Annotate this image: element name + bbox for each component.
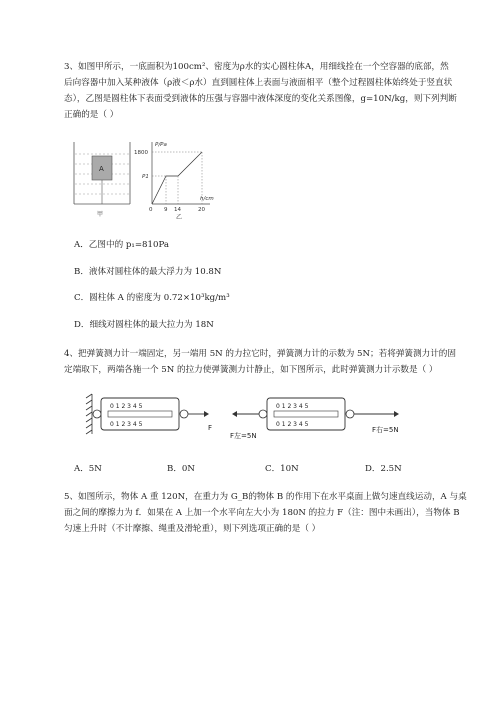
q4-figure: [84, 388, 414, 444]
q3-line-3: 态），乙图是圆柱体下表面受到液体的压强与容器中液体深度的变化关系图像，g=10N/kg，则下列判断: [64, 94, 457, 104]
q4-option-c: C．10N: [265, 464, 299, 474]
spring-scale-2-right-hook: [346, 410, 354, 418]
q5-line-1: 5、如图所示，物体 A 重 120N，在重力为 G_B的物体 B 的作用下在水平桌面上做匀速直线运动，A 与桌: [64, 492, 467, 502]
x-tick-9: 9: [164, 207, 168, 213]
q3-option-d: D．细线对圆柱体的最大拉力为 18N: [74, 320, 214, 330]
q4-option-a: A．5N: [74, 464, 102, 474]
cylinder-a-label: A: [99, 165, 104, 173]
q4-option-b: B．0N: [167, 464, 195, 474]
q3-line-1: 3、如图甲所示，一底面积为100cm²、密度为ρ水的实心圆柱体A，用细线拴在一个空容器的底部，然: [64, 62, 449, 72]
spring-scale-1-top: 0 1 2 3 4 5: [110, 403, 143, 410]
spring-scale-2-bottom: 0 1 2 3 4 5: [276, 421, 309, 428]
q3-line-2: 后向容器中加入某种液体（ρ液＜ρ水）直到圆柱体上表面与液面相平（整个过程圆柱体始终处于竖直状: [64, 78, 453, 88]
x-axis-label: h/cm: [200, 196, 214, 202]
wall-hook: [93, 410, 101, 418]
x-tick-14: 14: [174, 207, 181, 213]
spring-scale-1-bottom: 0 1 2 3 4 5: [110, 421, 143, 428]
q3-line-4: 正确的是（ ）: [64, 110, 119, 120]
f-label-1: F: [208, 424, 213, 432]
y-tick-p1: P1: [142, 174, 149, 180]
f-arrowhead-left: [232, 411, 237, 417]
f-arrowhead-right: [394, 411, 399, 417]
yi-label: 乙: [176, 214, 183, 220]
spring-scale-2-top: 0 1 2 3 4 5: [276, 403, 309, 410]
q4-line-2: 定端取下，两端各施一个 5N 的拉力使弹簧测力计静止，如下图所示，此时弹簧测力计示数是（ ）: [64, 365, 438, 375]
x-tick-0: 0: [149, 207, 153, 213]
f-right-label: F右=5N: [372, 426, 399, 434]
f-arrowhead-1: [204, 411, 209, 417]
jia-label: 甲: [97, 211, 104, 218]
q3-option-a: A．乙图中的 p₁=810Pa: [74, 240, 169, 250]
q3-figure: [70, 138, 220, 220]
y-axis-label: P/Pa: [155, 142, 167, 148]
spring-scale-2-left-hook: [259, 410, 267, 418]
y-tick-1800: 1800: [134, 150, 148, 156]
spring-scale-1-hook: [180, 410, 188, 418]
wall: [86, 394, 92, 434]
q5-line-3: 匀速上升时（不计摩擦、绳重及滑轮重），则下列选项正确的是（ ）: [64, 524, 321, 534]
x-tick-20: 20: [198, 207, 205, 213]
q3-option-b: B．液体对圆柱体的最大浮力为 10.8N: [74, 267, 222, 277]
q4-option-d: D．2.5N: [365, 464, 402, 474]
q5-line-2: 面之间的摩擦力为 f．如果在 A 上加一个水平向左大小为 180N 的拉力 F（注：图中未画出），当物体 B: [64, 508, 460, 518]
q3-option-c: C．圆柱体 A 的密度为 0.72×10³kg/m³: [74, 293, 230, 303]
q4-line-1: 4、把弹簧测力计一端固定，另一端用 5N 的力拉它时，弹簧测力计的示数为 5N；若将弹簧测力计的固: [64, 349, 456, 359]
graph-yi: [152, 142, 210, 204]
f-left-label: F左=5N: [230, 432, 257, 440]
